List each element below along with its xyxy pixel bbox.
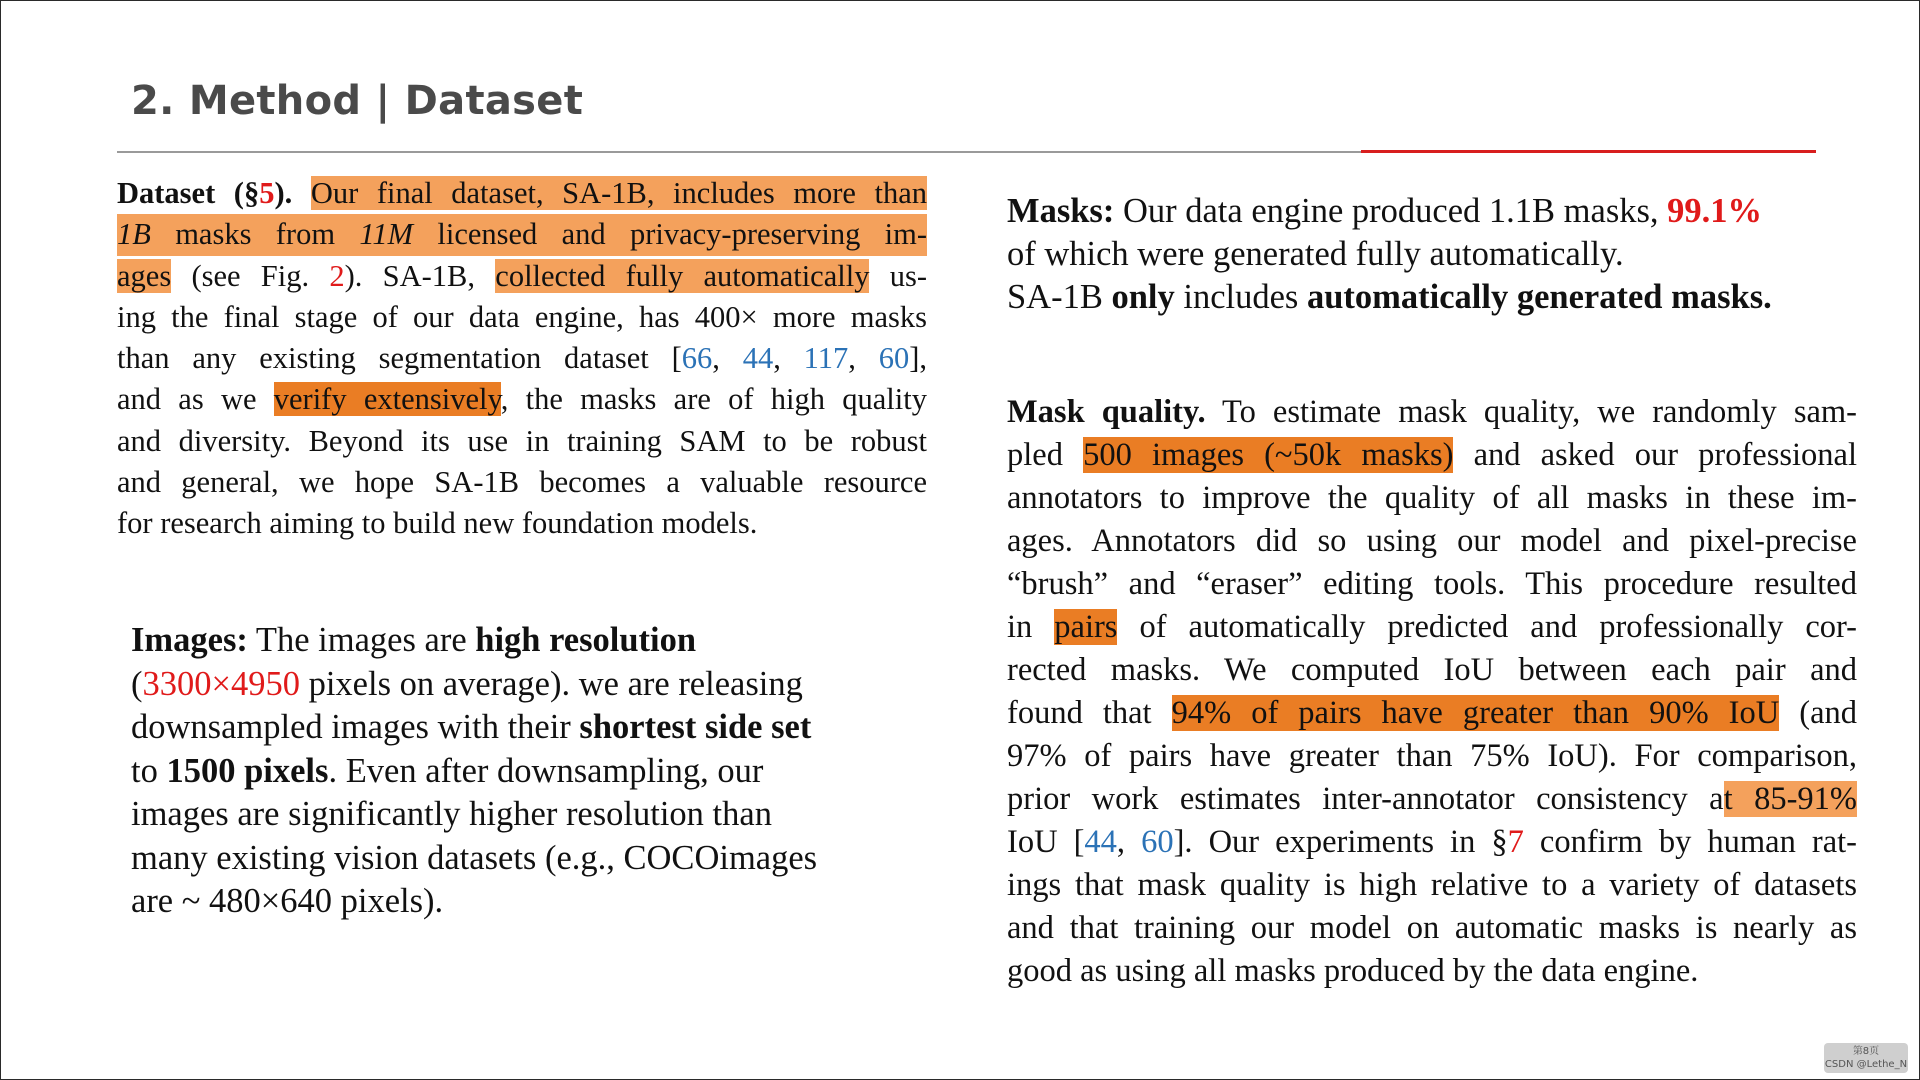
text-span: than any existing segmentation dataset [ xyxy=(117,341,682,376)
text-span: prior work estimates inter-annotator consistency a xyxy=(1007,781,1724,817)
text-span: pled xyxy=(1007,437,1084,473)
highlight: pairs xyxy=(1054,609,1118,645)
text-span: (and xyxy=(1779,695,1857,731)
text-span: ]. Our experiments in § xyxy=(1173,824,1508,860)
text-line xyxy=(117,379,927,420)
text-span: includes xyxy=(1174,278,1307,316)
dataset-heading: Dataset (§ xyxy=(117,176,260,210)
text-line: for research aiming to build new foundation models. xyxy=(117,506,758,541)
text-line: images are significantly higher resolution than xyxy=(131,795,772,833)
highlight: Our final dataset, SA-1B, includes more than xyxy=(310,176,927,210)
text-line xyxy=(131,706,891,750)
text-line: and diversity. Beyond its use in training SAM to be robust xyxy=(117,423,927,458)
mask-quality-paragraph xyxy=(1007,391,1857,993)
dataset-heading-end: ). xyxy=(274,176,293,210)
masks-heading: Masks: xyxy=(1007,192,1115,230)
text-span: ], xyxy=(909,341,928,376)
text-span: (see Fig. xyxy=(171,258,330,293)
highlight: verify extensively xyxy=(273,382,501,417)
text-line xyxy=(1007,821,1857,864)
text-span: , the masks are of high quality xyxy=(500,382,927,417)
text-span: ). SA-1B, xyxy=(344,258,496,293)
text-line: many existing vision datasets (e.g., COCOimages xyxy=(131,838,818,877)
text-line: and general, we hope SA-1B becomes a valuable resource xyxy=(117,465,927,500)
bold-text: high resolution xyxy=(475,621,697,659)
text-line xyxy=(117,214,927,255)
text-line xyxy=(117,338,927,379)
emphasis-value: 99.1% xyxy=(1667,192,1763,230)
text-span: To estimate mask quality, we randomly sam- xyxy=(1205,394,1858,430)
text-span: , xyxy=(712,341,743,376)
watermark-page: 第8页 xyxy=(1852,1046,1880,1057)
text-span: pixels on average). we are releasing xyxy=(299,664,803,703)
watermark-source: CSDN @Lethe_N xyxy=(1824,1059,1908,1070)
text-line: ing the final stage of our data engine, has 400× more masks xyxy=(117,299,927,334)
text-span: , xyxy=(773,341,804,376)
text-line: annotators to improve the quality of all masks in these im- xyxy=(1007,480,1857,516)
bold-text: 1500 pixels xyxy=(166,751,329,790)
text-line: rected masks. We computed IoU between each pair and xyxy=(1007,652,1857,688)
slide-title: 2. Method | Dataset xyxy=(131,78,584,124)
text-span: of automatically predicted and professionally cor- xyxy=(1117,609,1857,645)
text-span: , xyxy=(848,341,879,376)
text-line xyxy=(1007,434,1857,477)
text-span: to xyxy=(131,751,167,790)
text-span: and asked our professional xyxy=(1453,437,1857,473)
text-span: ( xyxy=(131,664,143,703)
citation-link[interactable]: 60 xyxy=(1141,824,1174,860)
masks-summary xyxy=(1007,190,1827,319)
text-line xyxy=(1007,692,1857,735)
text-line: of which were generated fully automatically. xyxy=(1007,235,1624,273)
italic-text: 11M xyxy=(359,217,414,252)
text-line xyxy=(131,750,891,794)
citation-link[interactable]: 60 xyxy=(878,341,910,376)
text-line: ages. Annotators did so using our model and pixel-precise xyxy=(1007,523,1857,559)
citation-link[interactable]: 117 xyxy=(803,341,849,376)
citation-link[interactable]: 44 xyxy=(742,341,774,376)
quality-heading: Mask quality. xyxy=(1007,394,1206,430)
text-span: SA-1B xyxy=(1007,278,1112,316)
section-ref[interactable]: 5 xyxy=(259,176,275,210)
text-line xyxy=(1007,190,1827,233)
citation-link[interactable]: 66 xyxy=(681,341,713,376)
text-line: are ~ 480×640 pixels). xyxy=(131,882,444,920)
title-underline xyxy=(117,151,1361,153)
text-line xyxy=(1007,276,1827,319)
images-summary xyxy=(131,619,891,924)
text-line xyxy=(1007,778,1857,821)
watermark xyxy=(1824,1043,1908,1073)
text-line xyxy=(131,663,891,707)
text-line: good as using all masks produced by the data engine. xyxy=(1007,953,1699,989)
text-span: masks from xyxy=(150,217,360,252)
text-line: and that training our model on automatic masks is nearly as xyxy=(1007,910,1857,946)
bold-text: shortest side set xyxy=(579,708,812,746)
citation-link[interactable]: 44 xyxy=(1084,824,1117,860)
bold-text: only xyxy=(1111,278,1175,316)
text-span: confirm by human rat- xyxy=(1523,824,1858,860)
text-span: us- xyxy=(869,258,927,293)
text-line: ings that mask quality is high relative to a variety of datasets xyxy=(1007,867,1857,903)
bold-text: automatically generated masks. xyxy=(1307,278,1772,316)
text-line xyxy=(1007,391,1857,434)
italic-text: 1B xyxy=(117,217,151,252)
highlight: ages xyxy=(117,258,172,293)
emphasis-value: 3300×4950 xyxy=(142,664,300,703)
dataset-paragraph xyxy=(117,173,927,545)
text-span: . Even after downsampling, our xyxy=(328,751,764,790)
text-span: licensed and privacy-preserving im- xyxy=(413,217,927,252)
text-span: Our data engine produced 1.1B masks, xyxy=(1114,192,1668,230)
text-line xyxy=(117,256,927,297)
title-underline-accent xyxy=(1361,150,1816,153)
text-span: downsampled images with their xyxy=(131,708,580,746)
spacer xyxy=(292,176,311,210)
text-line: “brush” and “eraser” editing tools. This procedure resulted xyxy=(1007,566,1857,602)
figure-ref[interactable]: 2 xyxy=(329,258,345,293)
text-span: IoU [ xyxy=(1007,824,1085,860)
section-ref[interactable]: 7 xyxy=(1507,824,1524,860)
highlight: t 85-91% xyxy=(1723,781,1857,817)
text-span: The images are xyxy=(247,621,476,659)
text-line xyxy=(117,173,927,214)
text-span: and as we xyxy=(117,382,274,417)
text-line xyxy=(131,619,891,663)
text-line xyxy=(1007,606,1857,649)
text-span: in xyxy=(1007,609,1055,645)
text-span: found that xyxy=(1007,695,1172,731)
text-line: 97% of pairs have greater than 75% IoU). For comparison, xyxy=(1007,738,1857,774)
highlight: collected fully automatically xyxy=(495,258,870,293)
images-heading: Images: xyxy=(131,621,248,659)
text-span: , xyxy=(1116,824,1142,860)
highlight: 94% of pairs have greater than 90% IoU xyxy=(1171,695,1780,731)
highlight: 500 images (~50k masks) xyxy=(1083,437,1454,473)
